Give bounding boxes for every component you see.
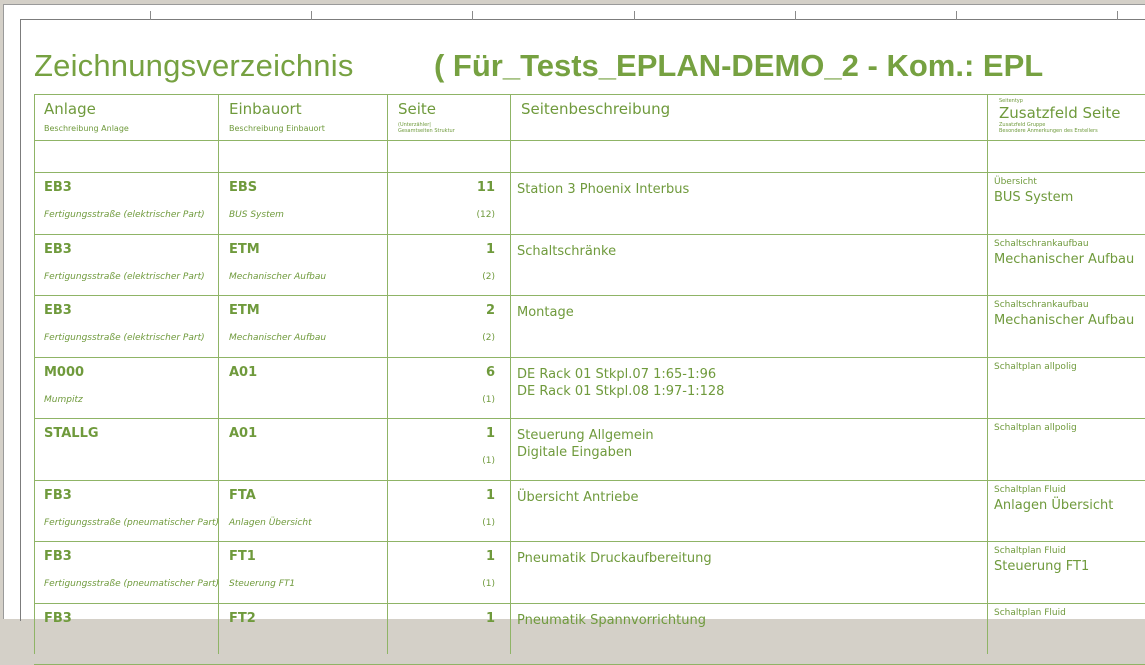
header-seite: Seite [398, 100, 437, 118]
einbauort-code: FT2 [229, 611, 256, 626]
einbauort-description: Steuerung FT1 [229, 579, 296, 589]
page-number: 6 [485, 365, 495, 380]
einbauort-description: BUS System [229, 210, 284, 220]
einbauort-code: FTA [229, 488, 256, 503]
einbauort-code: A01 [229, 426, 258, 441]
header-zusatzfeld-gruppe: Zusatzfeld Gruppe [999, 122, 1046, 128]
header-einbauort-sub: Beschreibung Einbauort [229, 124, 325, 133]
header-anmerkungen: Besondere Anmerkungen des Erstellers [999, 128, 1098, 134]
einbauort-description: Mechanischer Aufbau [229, 333, 327, 343]
anlage-code: FB3 [44, 611, 72, 626]
anlage-description: Fertigungsstraße (pneumatischer Part) [44, 579, 220, 589]
header-seitentyp: Seitentyp [999, 98, 1023, 104]
page-type: Übersicht [994, 177, 1037, 187]
page-description-line1: Übersicht Antriebe [517, 490, 639, 505]
page-description-line1: Montage [517, 305, 574, 320]
page-description-line1: DE Rack 01 Stkpl.07 1:65-1:96 [517, 367, 717, 382]
header-seite-sub2: Gesamtseiten Struktur [398, 128, 455, 134]
header-anlage: Anlage [44, 100, 96, 118]
page-title: Zeichnungsverzeichnis [34, 48, 354, 83]
page-type: Schaltplan allpolig [994, 423, 1077, 433]
page-count: (1) [482, 456, 495, 466]
anlage-code: FB3 [44, 488, 72, 503]
page-count: (2) [482, 333, 495, 343]
page-description-line1: Station 3 Phoenix Interbus [517, 182, 690, 197]
header-seite-sub1: (Unterzähler| [398, 122, 431, 128]
page-description-line1: Schaltschränke [517, 244, 617, 259]
page-type: Schaltplan Fluid [994, 608, 1066, 618]
page-description-line2: DE Rack 01 Stkpl.08 1:97-1:128 [517, 384, 725, 399]
header-zusatzfeld: Zusatzfeld Seite [999, 104, 1121, 122]
page-type: Schaltplan Fluid [994, 485, 1066, 495]
table-row[interactable] [34, 541, 1145, 603]
table-row[interactable] [34, 172, 1145, 234]
anlage-code: EB3 [44, 303, 72, 318]
page-type: Schaltplan Fluid [994, 546, 1066, 556]
page-type: Schaltschrankaufbau [994, 300, 1089, 310]
page-type: Schaltschrankaufbau [994, 239, 1089, 249]
anlage-description: Fertigungsstraße (pneumatischer Part) [44, 518, 220, 528]
page-number: 1 [485, 488, 495, 503]
einbauort-code: ETM [229, 303, 260, 318]
einbauort-code: EBS [229, 180, 258, 195]
anlage-description: Fertigungsstraße (elektrischer Part) [44, 210, 205, 220]
additional-field: Steuerung FT1 [994, 559, 1090, 574]
page-number: 11 [476, 180, 495, 195]
table-row[interactable] [34, 603, 1145, 665]
einbauort-description: Mechanischer Aufbau [229, 272, 327, 282]
page-count: (1) [482, 518, 495, 528]
anlage-description: Fertigungsstraße (elektrischer Part) [44, 272, 205, 282]
frame-tick [1117, 11, 1118, 20]
page-description-line2: Digitale Eingaben [517, 445, 633, 460]
table-row[interactable] [34, 357, 1145, 419]
anlage-description: Mumpitz [44, 395, 83, 405]
frame-tick [150, 11, 151, 20]
anlage-code: STALLG [44, 426, 99, 441]
einbauort-code: A01 [229, 365, 258, 380]
table-rule [34, 140, 1145, 141]
additional-field: BUS System [994, 190, 1074, 205]
page-type: Schaltplan allpolig [994, 362, 1077, 372]
page-count: (12) [476, 210, 495, 220]
page-number: 1 [485, 549, 495, 564]
einbauort-code: FT1 [229, 549, 256, 564]
anlage-code: EB3 [44, 242, 72, 257]
einbauort-description: Anlagen Übersicht [229, 518, 312, 528]
page-number: 1 [485, 242, 495, 257]
page-count: (1) [482, 395, 495, 405]
additional-field: Anlagen Übersicht [994, 498, 1114, 513]
page-number: 1 [485, 611, 495, 626]
project-title: ( Für_Tests_EPLAN-DEMO_2 - Kom.: EPL [434, 48, 1044, 83]
page-count: (2) [482, 272, 495, 282]
page-description-line1: Pneumatik Spannvorrichtung [517, 613, 706, 628]
table-row[interactable] [34, 480, 1145, 542]
table-rule [34, 94, 1145, 95]
header-einbauort: Einbauort [229, 100, 302, 118]
frame-tick [956, 11, 957, 20]
page-number: 2 [485, 303, 495, 318]
page-number: 1 [485, 426, 495, 441]
page-count: (1) [482, 579, 495, 589]
anlage-code: EB3 [44, 180, 72, 195]
additional-field: Mechanischer Aufbau [994, 252, 1135, 267]
anlage-description: Fertigungsstraße (elektrischer Part) [44, 333, 205, 343]
anlage-code: FB3 [44, 549, 72, 564]
additional-field: Mechanischer Aufbau [994, 313, 1135, 328]
frame-tick [634, 11, 635, 20]
table-row[interactable] [34, 234, 1145, 296]
page-description-line1: Steuerung Allgemein [517, 428, 654, 443]
frame-tick [472, 11, 473, 20]
frame-tick [795, 11, 796, 20]
table-row[interactable] [34, 418, 1145, 480]
header-anlage-sub: Beschreibung Anlage [44, 124, 129, 133]
page-description-line1: Pneumatik Druckaufbereitung [517, 551, 712, 566]
einbauort-code: ETM [229, 242, 260, 257]
table-row[interactable] [34, 295, 1145, 357]
header-seitenbeschreibung: Seitenbeschreibung [521, 100, 671, 118]
frame-tick [311, 11, 312, 20]
anlage-code: M000 [44, 365, 85, 380]
